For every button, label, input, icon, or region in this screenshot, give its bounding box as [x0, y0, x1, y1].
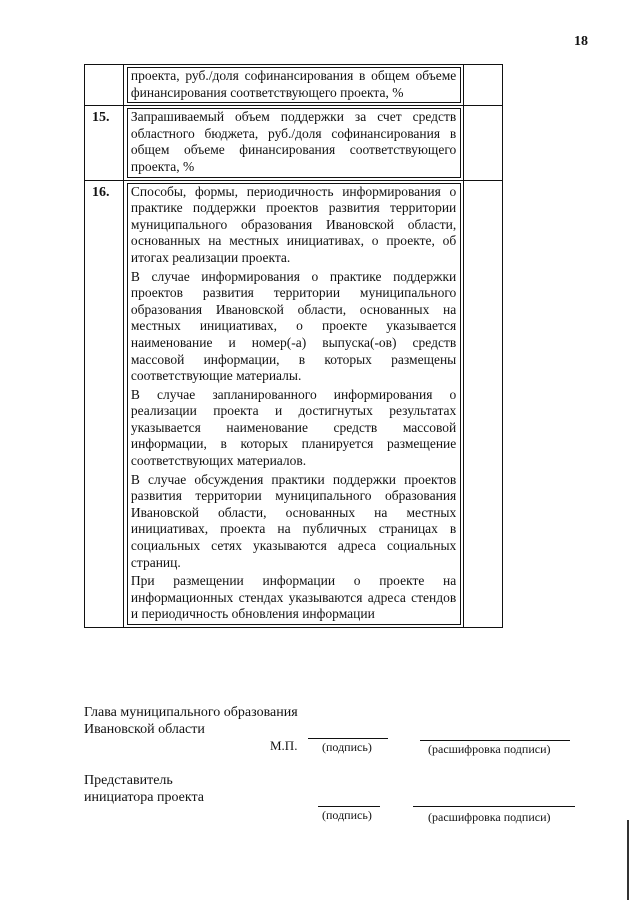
head-signature-caption: (подпись) — [322, 740, 372, 754]
row-paragraph: При размещении информации о проекте на информационных стендах указываются адреса стендов и периодичность обновления информации — [130, 573, 457, 622]
application-table — [84, 64, 503, 628]
row-description-box — [127, 67, 461, 103]
representative-signature-line — [318, 806, 380, 807]
row-paragraph: Способы, формы, периодичность информирования о практике поддержки проектов развития территории муниципального образования Ивановской области, основанных на местных инициативах, о проекте, об итогах реализации проекта. — [130, 183, 457, 265]
head-decryption-line — [420, 740, 570, 741]
table-row — [85, 180, 503, 627]
row-description-box — [127, 183, 461, 625]
representative-decryption-caption: (расшифровка подписи) — [428, 810, 551, 824]
representative-title-line2: инициатора проекта — [84, 790, 204, 805]
head-signature-block — [84, 704, 298, 738]
row-paragraph: В случае запланированного информирования о реализации проекта и достигнутых результатах указывается наименование средств массовой информации, в которых планируется размещение соответствующих материалов. — [130, 386, 457, 469]
head-signature-line — [308, 738, 388, 739]
row-paragraph: В случае обсуждения практики поддержки проектов развития территории муниципального образования Ивановской области, основанных на местных инициативах, проекта на публичных страницах в социальных сетях указываются адреса социальных страниц. — [130, 471, 457, 570]
row-number: 15. — [92, 110, 110, 126]
page-number: 18 — [574, 34, 588, 49]
row-number-cell — [85, 180, 124, 627]
row-value-cell — [464, 180, 503, 627]
stamp-place-label: М.П. — [270, 738, 298, 753]
representative-title-line1: Представитель — [84, 773, 173, 788]
row-description-cell — [123, 180, 463, 627]
representative-signature-block — [84, 772, 204, 806]
table-row — [85, 65, 503, 106]
row-number: 16. — [92, 184, 110, 200]
row-value-cell — [464, 106, 503, 180]
representative-signature-caption: (подпись) — [322, 808, 372, 822]
table-row — [85, 106, 503, 180]
row-description-box — [127, 108, 461, 177]
row-description-cell — [123, 65, 463, 106]
page-edge-mark — [627, 820, 629, 900]
row-paragraph: Запрашиваемый объем поддержки за счет средств областного бюджета, руб./доля софинансирования в общем объеме финансирования соответствующего проекта, % — [130, 109, 457, 174]
row-description-cell — [123, 106, 463, 180]
row-number-cell — [85, 106, 124, 180]
row-number-cell — [85, 65, 124, 106]
head-decryption-caption: (расшифровка подписи) — [428, 742, 551, 756]
row-paragraph: проекта, руб./доля софинансирования в общем объеме финансирования соответствующего проекта, % — [130, 68, 457, 100]
row-paragraph: В случае информирования о практике поддержки проектов развития территории муниципального образования Ивановской области, основанных на местных инициативах, о проекте указывается наименование и номер(-а) выпуска(-ов) средств массовой информации, в которых размещены соответствующие материалы. — [130, 268, 457, 384]
representative-decryption-line — [413, 806, 575, 807]
head-title-line2: Ивановской области — [84, 722, 205, 737]
row-value-cell — [464, 65, 503, 106]
head-title-line1: Глава муниципального образования — [84, 705, 298, 720]
